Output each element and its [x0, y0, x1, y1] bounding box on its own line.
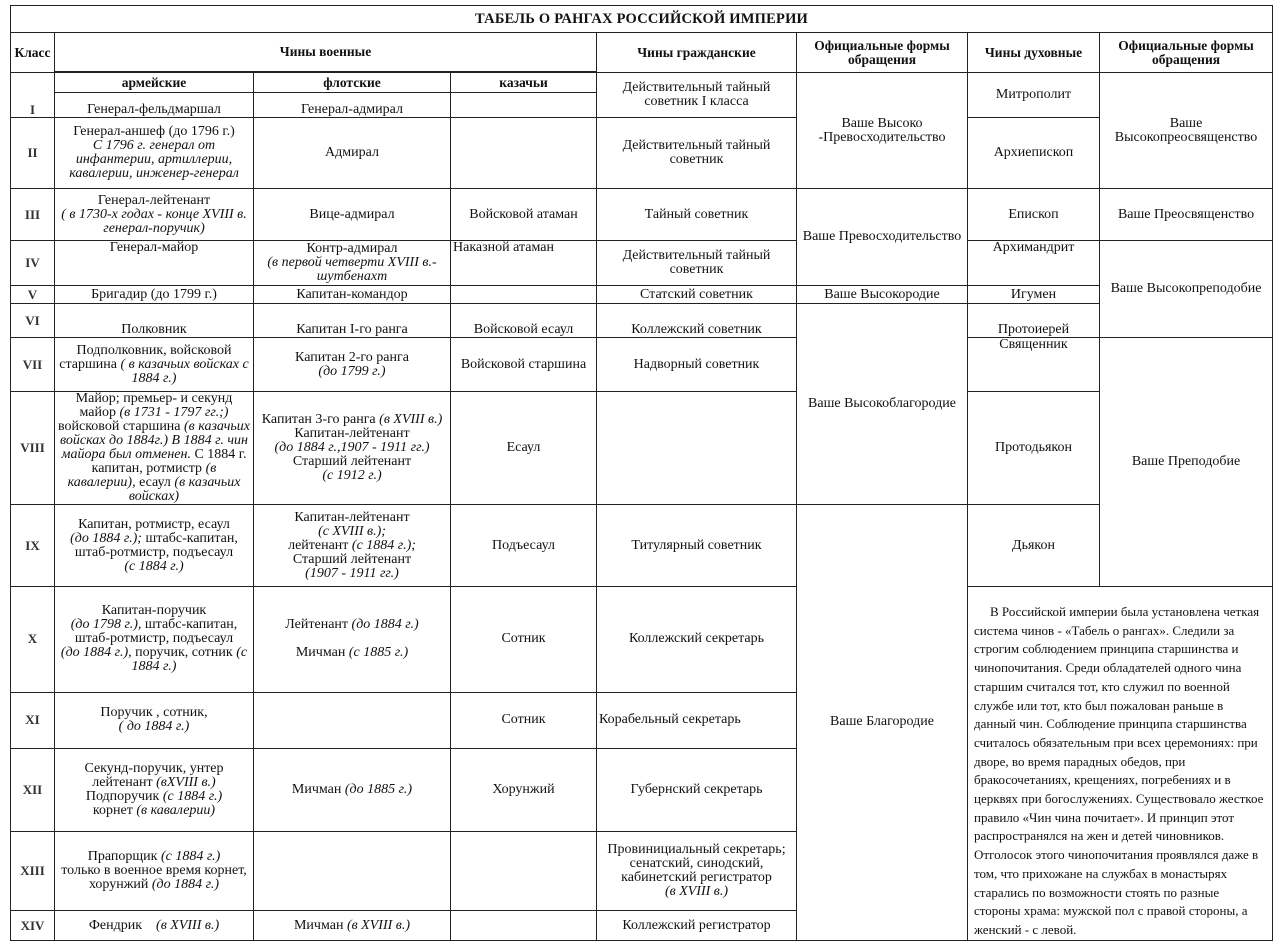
- civil-rank-viii: [597, 392, 797, 505]
- header-class: Класс: [11, 33, 55, 73]
- civil-rank-ix: Титулярный советник: [597, 505, 797, 587]
- class-i: I: [11, 73, 55, 118]
- navy-rank-viii: [254, 392, 451, 505]
- civil-rank-iii: Тайный советник: [597, 189, 797, 241]
- navy-rank-ii: Адмирал: [254, 118, 451, 189]
- class-viii: VIII: [11, 392, 55, 505]
- army-text: Секунд-поручик, унтер лейтенант: [84, 760, 224, 790]
- cossack-rank-xiv: [451, 911, 597, 940]
- navy-note: (в первой четверти XVIII в.- шутбенахт: [267, 255, 437, 284]
- address-text: Ваше Высокоблагородие: [808, 396, 956, 411]
- header-military: Чины военные: [55, 33, 597, 72]
- navy-rank-ix: [254, 505, 451, 587]
- class-xiii: XIII: [11, 832, 55, 911]
- army-note: (вXVIII в.): [156, 774, 216, 790]
- navy-note: (до 1884 г.): [351, 617, 419, 633]
- navy-note: (в XVIII в.): [346, 917, 411, 933]
- cossack-rank-ii: [451, 118, 597, 189]
- army-note: ( до 1884 г.): [118, 719, 190, 735]
- address-text: Ваше Высокопреосвященство: [1114, 115, 1258, 145]
- class-x: X: [11, 587, 55, 693]
- header-clergy: Чины духовные: [968, 33, 1100, 73]
- army-text: Фендрик: [88, 917, 143, 933]
- army-text: Генерал-лейтенант: [97, 192, 211, 208]
- clergy-svyashchennik: Священник: [968, 338, 1100, 392]
- navy-note-3: (с 1912 г.): [322, 468, 382, 483]
- army-text-2: войсковой старшина: [58, 419, 181, 434]
- class-ix: IX: [11, 505, 55, 587]
- table-of-ranks: [10, 5, 1272, 937]
- army-text: Генерал-аншеф (до 1796 г.): [73, 124, 235, 139]
- class-xii: XII: [11, 748, 55, 831]
- address-text: Ваше Превосходительство: [802, 229, 962, 244]
- civil-rank-xiv: Коллежский регистратор: [597, 911, 797, 940]
- army-note-2: (до 1884 г.): [151, 877, 220, 893]
- navy-text-3: Старший лейтенант: [292, 454, 412, 469]
- cossack-rank-vi: Войсковой есаул: [451, 304, 597, 338]
- army-rank-ix: [55, 505, 254, 587]
- army-text-3: поручик, сотник: [135, 645, 233, 661]
- army-text: Майор; премьер- и секунд майор: [75, 391, 233, 420]
- cossack-rank-iii: Войсковой атаман: [451, 189, 597, 241]
- navy-text-2: Капитан-лейтенант: [294, 426, 410, 441]
- clergy-protodyakon: Протодьякон: [968, 392, 1100, 505]
- ranks-table: [10, 5, 1273, 941]
- army-text: Подполковник, войсковой старшина: [59, 342, 232, 372]
- army-note: С 1796 г. генерал от инфантерии, артиллерии, кавалерии, инженер-генерал: [69, 138, 239, 181]
- address-vysokoblagorodie: [797, 304, 968, 505]
- clergy-mitropolit: Митрополит: [968, 73, 1100, 118]
- army-text-2: Подпоручик: [85, 788, 160, 804]
- army-rank-vii: [55, 338, 254, 392]
- navy-text: Контр-адмирал: [306, 241, 398, 256]
- army-rank-xiv: [55, 911, 254, 940]
- address-vysokorodie: Ваше Высокородие: [797, 286, 968, 304]
- army-rank-x: [55, 587, 254, 693]
- navy-note: (до 1885 г.): [344, 781, 413, 797]
- army-note-2: (в казачьих войсках до 1884г.) В 1884 г. чин майора был отменен.: [60, 419, 250, 462]
- army-note-3: (с 1884 г.): [131, 645, 248, 675]
- civil-rank-i: Действительный тайный советник I класса: [597, 73, 797, 118]
- navy-note-3: (1907 - 1911 гг.): [305, 565, 399, 581]
- clergy-arkhiepiskop: Архиепископ: [968, 118, 1100, 189]
- army-text-2: штабс-капитан, штаб-ротмистр, подъесаул: [74, 530, 238, 560]
- army-note-4: (в казачьих войсках): [128, 475, 241, 504]
- page-title: ТАБЕЛЬ О РАНГАХ РОССИЙСКОЙ ИМПЕРИИ: [11, 6, 1273, 33]
- navy-rank-xii: [254, 748, 451, 831]
- address-text: Ваше Преосвященство: [1117, 206, 1255, 222]
- civil-note: (в XVIII в.): [664, 884, 729, 900]
- army-text-3: С 1884 г. капитан, ротмистр: [91, 447, 247, 476]
- cossack-rank-xi: Сотник: [451, 692, 597, 748]
- army-note-2: (с 1884 г.): [124, 558, 184, 574]
- navy-rank-i: Генерал-адмирал: [254, 93, 451, 118]
- civil-rank-xi: Корабельный секретарь: [597, 692, 797, 748]
- navy-note: (в XVIII в.): [379, 412, 443, 427]
- army-note-3: (в кавалерии),: [67, 461, 217, 490]
- clergy-igumen: Игумен: [968, 286, 1100, 304]
- navy-text: Капитан-лейтенант: [294, 509, 410, 525]
- navy-text-2: Мичман: [295, 645, 346, 661]
- army-note: (с 1884 г.): [160, 849, 221, 865]
- note-paragraph: В Российской империи была установлена четкая система чинов - «Табель о рангах». Следили за строгим соблюдением принципа старшинства и чинопочитания. Среди обладателей одного чина старшим считался тот, кто служил по военной службе или тот, кто был пожалован раньше в данный чин. Соблюдение принципа старшинства считалось обязательным при всех церемониях: при дворе, во время парадных обедов, при бракосочетаниях, крещениях, погребениях и в церквях при богослужениях. Существовало жесткое правило «Чин чина почитает». И принцип этот распространялся на жен и детей чиновников. Отголосок этого чинопочитания проявлялся даже в том, что прихожане на службах в монастырях старались по возможности стоять по разные стороны храма: мужской пол с правой стороны, а женский - с левой.: [968, 587, 1273, 941]
- cossack-rank-xii: Хорунжий: [451, 748, 597, 831]
- header-address-clergy: Официальные формы обращения: [1100, 33, 1273, 73]
- civil-rank-xii: Губернский секретарь: [597, 748, 797, 831]
- cossack-rank-vii: Войсковой старшина: [451, 338, 597, 392]
- navy-rank-iv: [254, 241, 451, 286]
- address-vysoko-prevoskhoditelstvo: [797, 73, 968, 189]
- navy-rank-x: [254, 587, 451, 693]
- address-text: Ваше Высокопреподобие: [1110, 281, 1262, 296]
- navy-rank-xiii: [254, 832, 451, 911]
- army-note-2: (до 1884 г.),: [60, 645, 132, 661]
- army-note: (в 1731 - 1797 гг.;): [119, 405, 229, 420]
- class-vii: VII: [11, 338, 55, 392]
- army-rank-iv: Генерал-майор: [55, 241, 254, 286]
- cossack-rank-iv: Наказной атаман: [451, 241, 597, 286]
- navy-note: (с XVIII в.);: [318, 523, 386, 539]
- civil-rank-x: Коллежский секретарь: [597, 587, 797, 693]
- civil-rank-iv: Действительный тайный советник: [597, 241, 797, 286]
- army-rank-ii: [55, 118, 254, 189]
- address-preosvyashchenstvo: [1100, 189, 1273, 241]
- army-rank-xi: [55, 692, 254, 748]
- clergy-arkhimandrit: Архимандрит: [968, 241, 1100, 286]
- army-text-2: штабс-капитан, штаб-ротмистр, подъесаул: [74, 617, 238, 647]
- address-prepodobie: [1100, 338, 1273, 587]
- navy-text-3: Старший лейтенант: [292, 551, 412, 567]
- clergy-dyakon: Дьякон: [968, 505, 1100, 587]
- class-v: V: [11, 286, 55, 304]
- army-note: (до 1884 г.);: [70, 530, 142, 546]
- header-cossack: казачьи: [451, 73, 597, 93]
- army-text: Прапорщик: [87, 849, 158, 865]
- army-note-3: (в кавалерии): [136, 802, 216, 818]
- cossack-rank-i: [451, 93, 597, 118]
- class-ii: II: [11, 118, 55, 189]
- address-vysokopreosvyashchenstvo: [1100, 73, 1273, 189]
- army-rank-xii: [55, 748, 254, 831]
- army-note: (до 1798 г.),: [70, 617, 142, 633]
- navy-note-2: (с 1885 г.): [348, 645, 409, 661]
- army-note: (в XVIII в.): [156, 917, 220, 933]
- address-text: Ваше Преподобие: [1131, 454, 1241, 469]
- civil-rank-v: Статский советник: [597, 286, 797, 304]
- navy-text: Капитан 3-го ранга: [261, 412, 376, 427]
- navy-note-2: (с 1884 г.);: [351, 537, 416, 553]
- address-vysokoprepodobie: [1100, 241, 1273, 338]
- navy-text-2: лейтенант: [288, 537, 349, 553]
- navy-rank-iii: Вице-адмирал: [254, 189, 451, 241]
- army-rank-vi: Полковник: [55, 304, 254, 338]
- army-rank-v: Бригадир (до 1799 г.): [55, 286, 254, 304]
- army-text: Поручик , сотник,: [100, 705, 208, 721]
- civil-rank-ii: Действительный тайный советник: [597, 118, 797, 189]
- navy-text: Лейтенант: [285, 617, 349, 633]
- cossack-rank-x: Сотник: [451, 587, 597, 693]
- navy-text: Мичман: [293, 917, 344, 933]
- navy-note: (до 1799 г.): [318, 363, 386, 379]
- header-navy: флотские: [254, 73, 451, 93]
- cossack-rank-ix: Подъесаул: [451, 505, 597, 587]
- clergy-episkop: Епископ: [968, 189, 1100, 241]
- class-xiv: XIV: [11, 911, 55, 940]
- navy-text: Капитан 2-го ранга: [295, 349, 409, 365]
- header-army: армейские: [55, 73, 254, 93]
- cossack-rank-v: [451, 286, 597, 304]
- cossack-rank-xiii: [451, 832, 597, 911]
- army-text-3: корнет: [92, 802, 133, 818]
- class-iii: III: [11, 189, 55, 241]
- clergy-protoierey: Протоиерей: [968, 304, 1100, 338]
- civil-rank-xiii: [597, 832, 797, 911]
- navy-rank-vii: [254, 338, 451, 392]
- navy-text: Мичман: [291, 781, 342, 797]
- class-iv: IV: [11, 241, 55, 286]
- address-prevoskhoditelstvo: [797, 189, 968, 286]
- navy-rank-xi: [254, 692, 451, 748]
- civil-rank-vii: Надворный советник: [597, 338, 797, 392]
- army-text-4: есаул: [139, 475, 171, 490]
- class-vi: VI: [11, 304, 55, 338]
- army-note-2: (с 1884 г.): [162, 788, 223, 804]
- navy-rank-vi: Капитан I-го ранга: [254, 304, 451, 338]
- navy-note-2: (до 1884 г.,1907 - 1911 гг.): [274, 440, 430, 455]
- army-rank-xiii: [55, 832, 254, 911]
- army-note: ( в казачьих войсках с 1884 г.): [120, 356, 249, 386]
- address-text: Ваше Благородие: [830, 714, 934, 730]
- civil-text: Провинициальный секретарь; сенатский, синодский, кабинетский регистратор: [607, 842, 786, 886]
- address-blagorodie: [797, 505, 968, 941]
- address-text: Ваше Высоко -Превосходительство: [818, 115, 946, 145]
- army-text: Капитан-поручик: [101, 603, 207, 619]
- navy-rank-v: Капитан-командор: [254, 286, 451, 304]
- class-xi: XI: [11, 692, 55, 748]
- army-note: ( в 1730-х годах - конце XVIII в. генерал-поручик): [61, 206, 247, 236]
- cossack-rank-viii: Есаул: [451, 392, 597, 505]
- army-text: Капитан, ротмистр, есаул: [78, 516, 230, 532]
- army-text-2: только в военное время корнет, хорунжий: [61, 863, 247, 893]
- header-address-civil: Официальные формы обращения: [797, 33, 968, 73]
- army-rank-viii: [55, 392, 254, 505]
- civil-rank-vi: Коллежский советник: [597, 304, 797, 338]
- header-civil: Чины гражданские: [597, 33, 797, 73]
- army-rank-i: Генерал-фельдмаршал: [55, 93, 254, 118]
- navy-rank-xiv: [254, 911, 451, 940]
- army-rank-iii: [55, 189, 254, 241]
